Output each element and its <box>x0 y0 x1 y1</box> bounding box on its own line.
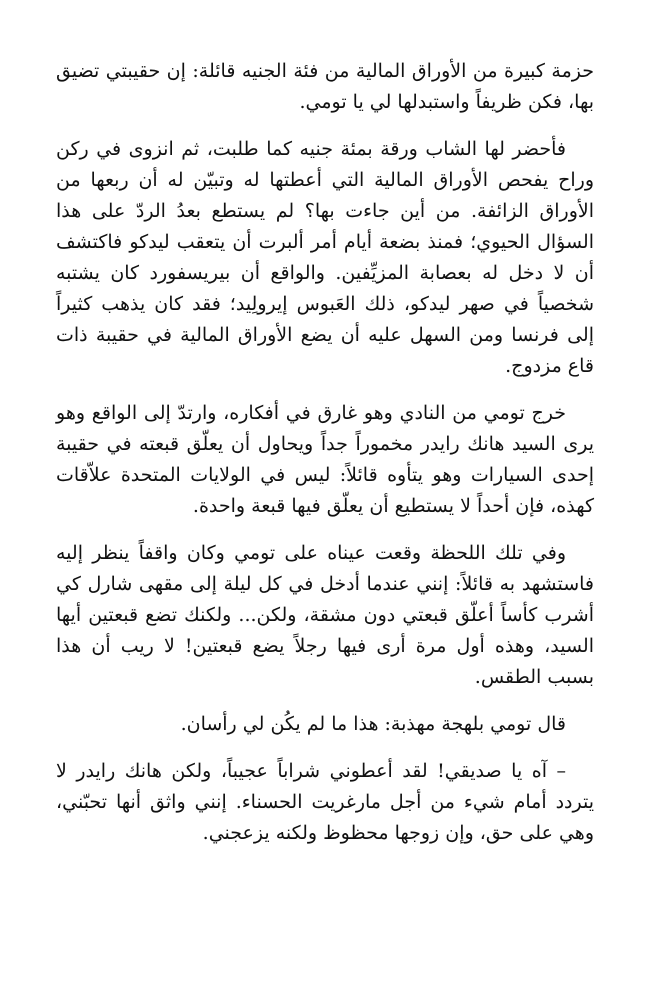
paragraph: فأحضر لها الشاب ورقة بمئة جنيه كما طلبت، ثم انزوى في ركن وراح يفحص الأوراق المالية التي أعطتها له وتبيّن له أن ربعها من الأوراق الزائفة. من أين جاءت بها؟ لم يستطع بعدُ الردّ على هذا السؤال الحيوي؛ فمنذ بضعة أيام أمر ألبرت أن يتعقب ليدكو فاكتشف أن لا دخل له بعصابة المزيِّفين. والواقع أن بيريسفورد كان يشتبه شخصياً في صهر ليدكو، ذلك العَبوس إيرولِيد؛ فقد كان يذهب كثيراً إلى فرنسا ومن السهل عليه أن يضع الأوراق المالية في حقيبة ذات قاع مزدوج. <box>56 138 594 377</box>
paragraph: قال تومي بلهجة مهذبة: هذا ما لم يكُن لي رأسان. <box>180 713 566 735</box>
paragraph: وفي تلك اللحظة وقعت عيناه على تومي وكان واقفاً ينظر إليه فاستشهد به قائلاً: إنني عندما أدخل في كل ليلة إلى مقهى شارل كي أشرب كأساً أعلّق قبعتي دون مشقة، ولكن... ولكنك تضع قبعتين أيها السيد، وهذه أول مرة أرى فيها رجلاً يضع قبعتين! لا ريب أن هذا بسبب الطقس. <box>56 542 594 688</box>
paragraph: حزمة كبيرة من الأوراق المالية من فئة الجنيه قائلة: إن حقيبتي تضيق بها، فكن ظريفاً واستبدلها لي يا تومي. <box>56 60 594 113</box>
paragraph: – آه يا صديقي! لقد أعطوني شراباً عجيباً، ولكن هانك رايدر لا يتردد أمام شيء من أجل مارغريت الحسناء. إنني واثق أنها تحبّني، وهي على حق، وإن زوجها محظوظ ولكنه يزعجني. <box>56 760 594 844</box>
paragraph: خرج تومي من النادي وهو غارق في أفكاره، وارتدّ إلى الواقع وهو يرى السيد هانك رايدر مخموراً جداً ويحاول أن يعلّق قبعته في حقيبة إحدى السيارات وهو يتأوه قائلاً: ليس في الولايات المتحدة علاّقات كهذه، فإن أحداً لا يستطيع أن يعلّق فيها قبعة واحدة. <box>56 402 594 517</box>
book-page <box>56 56 594 865</box>
